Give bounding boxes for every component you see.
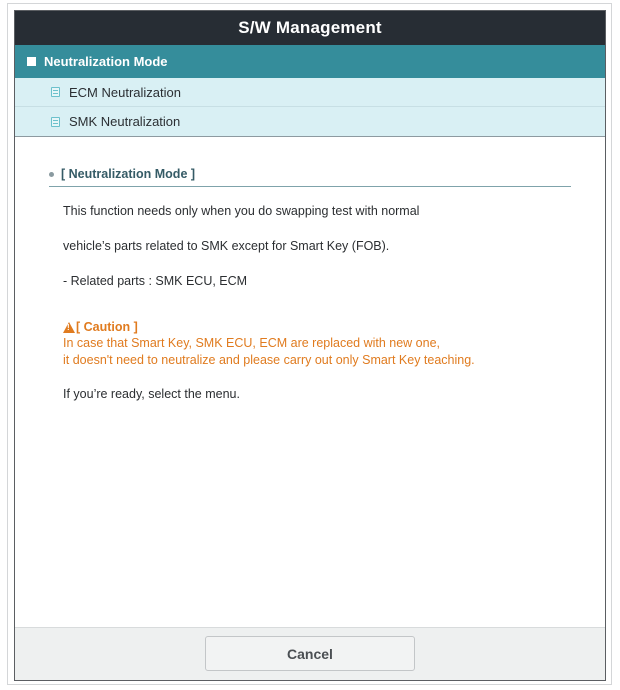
menu-item-ecm-neutralization[interactable] <box>15 78 605 107</box>
dialog-footer <box>15 627 605 680</box>
document-icon <box>51 87 60 97</box>
caution-heading <box>63 320 138 334</box>
square-bullet-icon <box>27 57 36 66</box>
document-icon <box>51 117 60 127</box>
caution-heading-text: [ Caution ] <box>76 320 138 334</box>
caution-line-2: it doesn't need to neutralize and please carry out only Smart Key teaching. <box>63 353 475 367</box>
caution-line-1: In case that Smart Key, SMK ECU, ECM are replaced with new one, <box>63 336 441 350</box>
menu-item-smk-neutralization[interactable] <box>15 107 605 137</box>
description-line-2: vehicle’s parts related to SMK except for Smart Key (FOB). <box>63 239 390 253</box>
closing-instruction: If you’re ready, select the menu. <box>63 387 240 401</box>
warning-icon <box>63 322 75 333</box>
bullet-icon <box>49 172 54 177</box>
content-heading <box>49 167 571 187</box>
content-heading-text: [ Neutralization Mode ] <box>61 167 196 181</box>
dialog-title: S/W Management <box>15 11 605 45</box>
menu-item-label: ECM Neutralization <box>69 84 181 100</box>
sw-management-dialog <box>14 10 606 681</box>
description-line-1: This function needs only when you do swapping test with normal <box>63 204 420 218</box>
related-parts: - Related parts : SMK ECU, ECM <box>63 274 248 288</box>
section-header-label: Neutralization Mode <box>44 54 168 69</box>
cancel-button[interactable]: Cancel <box>205 636 415 671</box>
menu-item-label: SMK Neutralization <box>69 114 181 129</box>
section-header-neutralization-mode[interactable] <box>15 45 605 78</box>
